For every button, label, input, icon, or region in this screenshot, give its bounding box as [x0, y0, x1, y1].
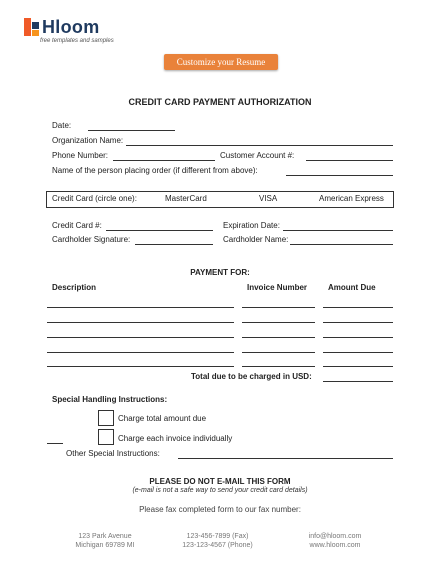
invoice-line-3[interactable] [242, 337, 315, 338]
brand-tagline: free templates and samples [40, 38, 114, 44]
amount-due-header: Amount Due [328, 283, 376, 292]
footer-website[interactable]: www.hloom.com [309, 542, 361, 549]
payment-for-heading: PAYMENT FOR: [190, 268, 250, 277]
footer-address [60, 532, 150, 550]
charge-total-checkbox[interactable] [98, 410, 114, 426]
brand-name: Hloom [42, 17, 100, 37]
organization-label: Organization Name: [52, 136, 124, 145]
phone-label: Phone Number: [52, 151, 109, 160]
amount-line-4[interactable] [323, 352, 393, 353]
invoice-line-2[interactable] [242, 322, 315, 323]
customer-account-field[interactable] [306, 160, 393, 161]
customer-account-label: Customer Account #: [220, 151, 295, 160]
footer-email[interactable]: info@hloom.com [308, 533, 362, 540]
date-label: Date: [52, 121, 72, 130]
description-line-1[interactable] [47, 307, 234, 308]
form-title: CREDIT CARD PAYMENT AUTHORIZATION [128, 97, 312, 107]
expiration-field[interactable] [283, 230, 393, 231]
description-header: Description [52, 283, 97, 292]
signature-field[interactable] [135, 244, 213, 245]
charge-total-label: Charge total amount due [118, 414, 207, 423]
address-line-1: 123 Park Avenue [78, 533, 132, 540]
amount-line-2[interactable] [323, 322, 393, 323]
other-instructions-field[interactable] [178, 458, 393, 459]
description-line-4[interactable] [47, 352, 234, 353]
organization-field[interactable] [126, 145, 393, 146]
other-instructions-label: Other Special Instructions: [66, 449, 160, 458]
invoice-line-1[interactable] [242, 307, 315, 308]
fax-instruction: Please fax completed form to our fax number: [139, 505, 301, 514]
charge-each-label: Charge each invoice individually [118, 434, 233, 443]
total-field[interactable] [323, 381, 393, 382]
card-option-mastercard[interactable]: MasterCard [165, 194, 207, 203]
charge-each-checkbox[interactable] [98, 429, 114, 445]
customize-resume-button[interactable]: Customize your Resume [164, 54, 278, 70]
address-line-2: Michigan 69789 MI [75, 542, 135, 549]
description-line-3[interactable] [47, 337, 234, 338]
card-option-american-express[interactable]: American Express [319, 194, 384, 203]
card-option-visa[interactable]: VISA [259, 194, 278, 203]
signature-label: Cardholder Signature: [52, 235, 131, 244]
phone-number: 123-123-4567 (Phone) [182, 542, 253, 549]
total-label: Total due to be charged in USD: [191, 372, 312, 381]
hloom-logo-icon [24, 18, 40, 36]
footer-numbers [170, 532, 265, 550]
amount-line-3[interactable] [323, 337, 393, 338]
fax-number: 123-456-7899 (Fax) [186, 533, 249, 540]
phone-field[interactable] [113, 160, 215, 161]
left-margin-line [47, 443, 63, 444]
cardholder-name-label: Cardholder Name: [223, 235, 289, 244]
special-handling-heading: Special Handling Instructions: [52, 395, 168, 404]
card-number-field[interactable] [106, 230, 213, 231]
invoice-line-5[interactable] [242, 366, 315, 367]
person-label: Name of the person placing order (if different from above): [52, 166, 258, 175]
amount-line-1[interactable] [323, 307, 393, 308]
no-email-heading: PLEASE DO NOT E-MAIL THIS FORM [149, 477, 291, 486]
footer-contact [290, 532, 380, 550]
person-field[interactable] [286, 175, 393, 176]
cardholder-name-field[interactable] [290, 244, 393, 245]
date-field[interactable] [88, 130, 175, 131]
no-email-note: (e-mail is not a safe way to send your credit card details) [132, 487, 308, 494]
card-number-label: Credit Card #: [52, 221, 102, 230]
invoice-number-header: Invoice Number [247, 283, 308, 292]
description-line-5[interactable] [47, 366, 234, 367]
invoice-line-4[interactable] [242, 352, 315, 353]
card-type-label: Credit Card (circle one): [52, 194, 137, 203]
amount-line-5[interactable] [323, 366, 393, 367]
expiration-label: Expiration Date: [223, 221, 280, 230]
description-line-2[interactable] [47, 322, 234, 323]
